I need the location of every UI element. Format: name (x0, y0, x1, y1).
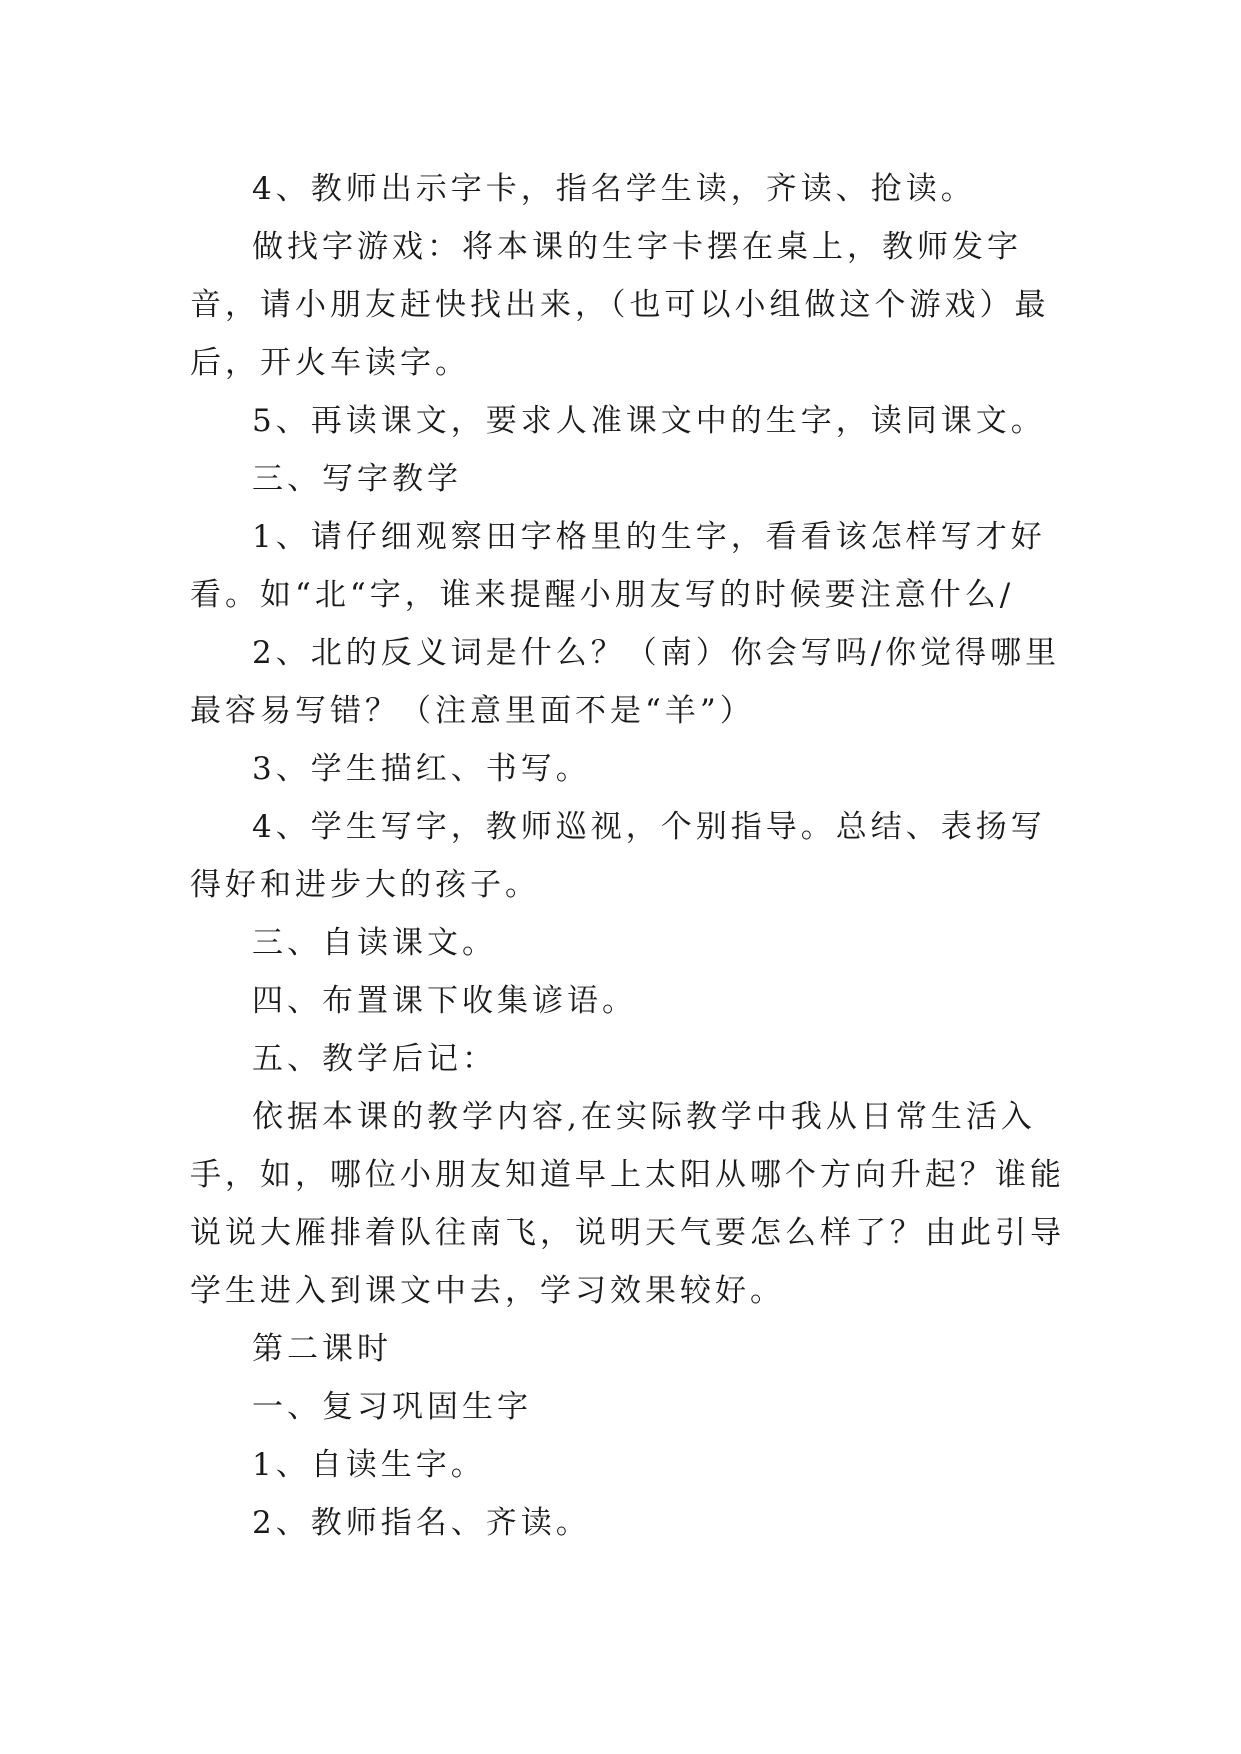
paragraph: 3、学生描红、书写。 (252, 751, 591, 787)
paragraph: 1、自读生字。 (252, 1447, 486, 1483)
paragraph: 5、再读课文，要求人准课文中的生字，读同课文。 (252, 403, 1046, 439)
section-heading: 三、自读课文。 (252, 925, 497, 961)
lesson-heading: 第二课时 (252, 1331, 392, 1367)
paragraph: 1、请仔细观察田字格里的生字，看看该怎样写才好看。如“北“字，谁来提醒小朋友写的时候要注意什么/ (190, 519, 1046, 613)
paragraph: 2、教师指名、齐读。 (252, 1505, 591, 1541)
paragraph: 4、教师出示字卡，指名学生读，齐读、抢读。 (252, 171, 976, 207)
section-heading: 三、写字教学 (252, 461, 462, 497)
document-body (190, 160, 1070, 1552)
section-heading: 一、复习巩固生字 (252, 1389, 532, 1425)
paragraph: 依据本课的教学内容,在实际教学中我从日常生活入手，如，哪位小朋友知道早上太阳从哪个方向升起？谁能说说大雁排着队往南飞，说明天气要怎么样了？由此引导学生进入到课文中去，学习效果较好。 (190, 1099, 1065, 1309)
paragraph: 2、北的反义词是什么？（南）你会写吗/你觉得哪里最容易写错？（注意里面不是“羊”） (190, 635, 1061, 729)
section-heading: 五、教学后记： (252, 1041, 497, 1077)
section-heading: 四、布置课下收集谚语。 (252, 983, 637, 1019)
paragraph: 4、学生写字，教师巡视，个别指导。总结、表扬写得好和进步大的孩子。 (190, 809, 1046, 903)
paragraph: 做找字游戏：将本课的生字卡摆在桌上，教师发字音，请小朋友赶快找出来，（也可以小组做这个游戏）最后，开火车读字。 (190, 229, 1050, 381)
